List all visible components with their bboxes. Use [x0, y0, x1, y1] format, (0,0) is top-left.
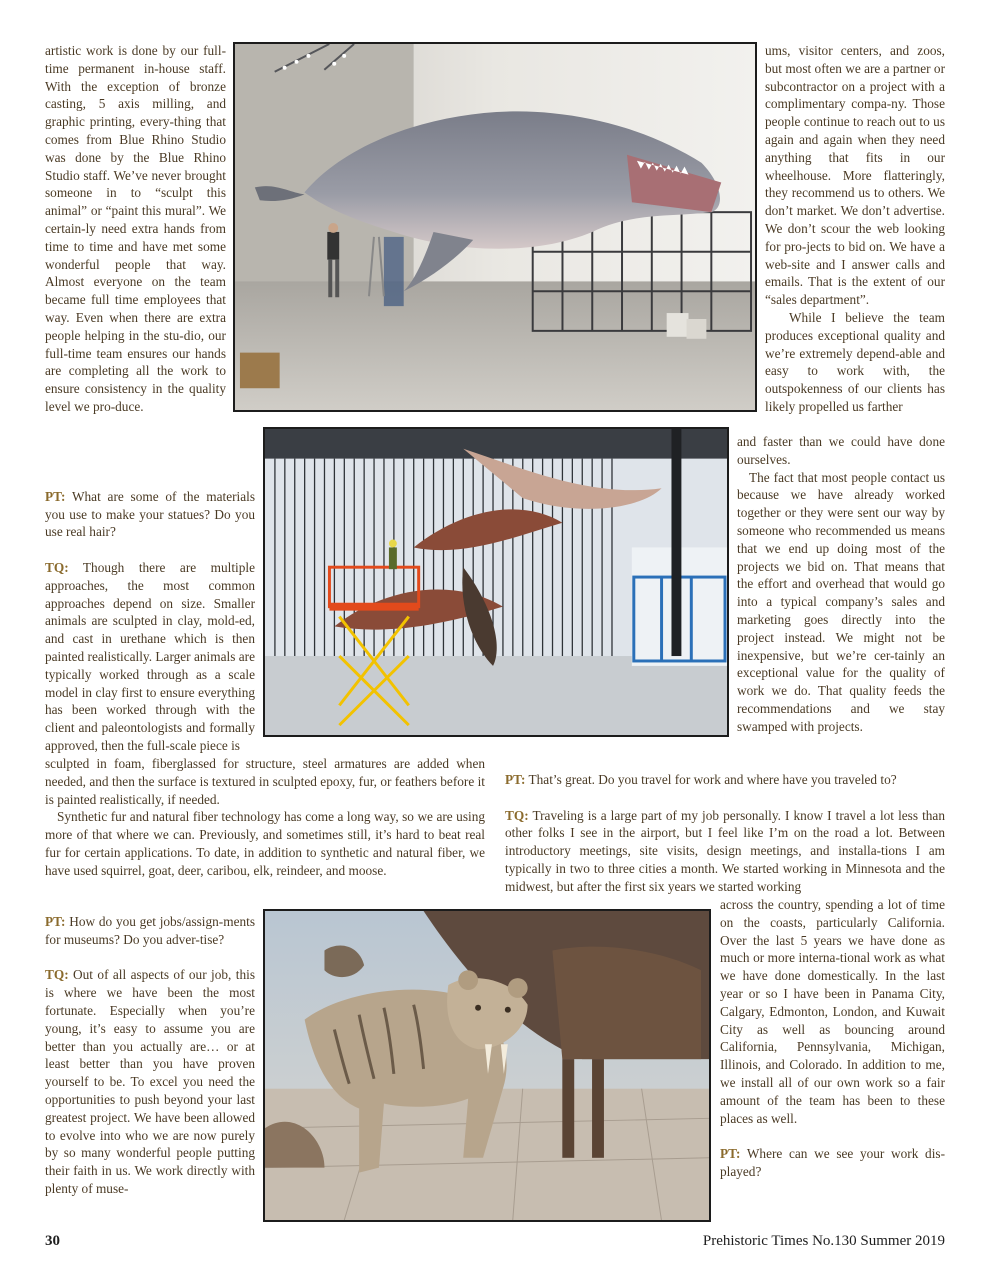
question-text: Where can we see your work dis-played?	[720, 1146, 945, 1179]
answer	[45, 559, 255, 755]
left-column-text	[45, 42, 226, 416]
right-column-text	[765, 42, 945, 416]
answer	[45, 966, 255, 1197]
speaker-label: PT:	[45, 488, 66, 504]
publication-footer: Prehistoric Times No.130 Summer 2019	[702, 1233, 945, 1249]
question-text: What are some of the materials you use to make your statues? Do you use real hair?	[45, 488, 255, 540]
speaker-label: PT:	[505, 772, 526, 787]
question	[720, 1145, 945, 1181]
answer-text: Out of all aspects of our job, this is where we have been the most fortunate. Especially when you’re young, it’s easy to assume you are better than you actually are… or at least better than you have proven yourself to be. To excel you need the opportunities to push beyond your last greatest project. We have been allowed to evolve into who we are now purely by so many wonderful people putting their faith in us. We work directly with plenty of muse-	[45, 967, 255, 1196]
right-column-text-lower	[737, 433, 945, 736]
materials-continued	[45, 755, 485, 880]
speaker-label: TQ:	[45, 967, 69, 983]
paragraph: artistic work is done by our full-time permanent in-house staff. With the exception of bronze casting, 5 axis milling, and graphic printing, every-thing that comes from Blue Rhino Studio was done by the Blue Rhino Studio staff. We’ve never brought someone in to “sculpt this animal” or “paint this mural”. We certain-ly need extra hands from time to time and have met some wonderful people that way. Almost everyone on the team became full time employees that way. Even when there are extra people helping in the stu-dio, our full-time team ensures our hands are completing all the work to ensure consistency in the quality level we pro-duce.	[45, 43, 226, 414]
qa-travel	[505, 771, 945, 896]
paragraph: and faster than we could have done ourselves.	[737, 434, 945, 467]
pterosaur-photo-illustration	[265, 429, 727, 735]
page-number: 30	[45, 1233, 60, 1249]
speaker-label: PT:	[720, 1146, 741, 1162]
qa-jobs	[45, 913, 255, 1198]
paragraph: Synthetic fur and natural fiber technology has come a long way, so we are using more of that where we can. Previously, and sometimes still, it’s hard to beat real fur for certain applications. To date, in addition to synthetic and natural fiber, we have used squirrel, goat, deer, caribou, elk, reindeer, and moose.	[45, 809, 485, 878]
sabertooth-cat-photo	[263, 909, 711, 1222]
question	[45, 488, 255, 541]
paragraph: While I believe the team produces exceptional quality and we’re extremely depend-able and easy to work with, the outspokenness of our clients has likely propelled us farther	[765, 309, 945, 414]
question	[45, 913, 255, 949]
paragraph: ums, visitor centers, and zoos, but most often we are a partner or subcontractor on a project with a complimentary compa-ny. Those people continue to reach out to us again and again when they need anything that fits in our wheelhouse. More flatteringly, they recommend us to others. We don’t market. We don’t advertise. We don’t scour the web looking for pro-jects to bid on. We have a web-site and I answer calls and emails. That is the extent of our “sales department”.	[765, 43, 945, 308]
travel-continued	[720, 896, 945, 1181]
answer-text: Though there are multiple approaches, the most common approaches depend on size. Smaller animals are sculpted in clay, mold-ed, and cast in urethane which is then painted realistically. Larger animals are typically worked through as a scale model in clay first to ensure everything has been worked through with the client and paleontologists and formally approved, then the full-scale piece is	[45, 559, 255, 753]
question	[505, 771, 945, 789]
whale-sculpture-photo	[233, 42, 757, 412]
pterosaur-installation-photo	[263, 427, 729, 737]
sabertooth-photo-illustration	[265, 911, 709, 1220]
answer	[505, 807, 945, 896]
question-text: How do you get jobs/assign-ments for museums? Do you adver-tise?	[45, 914, 255, 947]
speaker-label: PT:	[45, 914, 66, 929]
question-text: That’s great. Do you travel for work and where have you traveled to?	[525, 772, 897, 787]
qa-materials	[45, 470, 255, 755]
speaker-label: TQ:	[45, 559, 69, 575]
paragraph: The fact that most people contact us because we have already worked together or they were sent our way by someone who recommended us means that we end up doing most of the projects we bid on. That means that the effort and overhead that would go into a typical company’s sales and marketing goes directly into the project instead. We might not be inexpensive, but we’re cer-tainly an exceptional value for the quality of work we do. That quality feeds the recommendations and we stay swamped with projects.	[737, 469, 945, 734]
speaker-label: TQ:	[505, 807, 529, 823]
paragraph: sculpted in foam, fiberglassed for structure, steel armatures are added when needed, and then the surface is textured in sculpted epoxy, fur, or feathers before it is painted realistically, if needed.	[45, 756, 485, 807]
paragraph: across the country, spending a lot of time on the coasts, particularly California. Over the last 5 years we have done as much or more interna-tional work as what we have done domestically. In the last year or so I have been in Panama City, Calgary, Edmonton, London, and Kuwait City as well as bouncing around California, Pennsylvania, Michigan, Illinois, and Colorado. In addition to me, we install all of our own work so a fair amount of the team has been to these places as well.	[720, 897, 945, 1126]
answer-text: Traveling is a large part of my job personally. I know I travel a lot less than other folks I see in the airport, but I feel like I’m on the road a lot. Between introductory meetings, site visits, design meetings, and installa-tions I am typically in two to three cities a month. We started working in Minnesota and the midwest, but after the first six years we started working	[505, 807, 945, 894]
whale-photo-illustration	[235, 44, 755, 410]
